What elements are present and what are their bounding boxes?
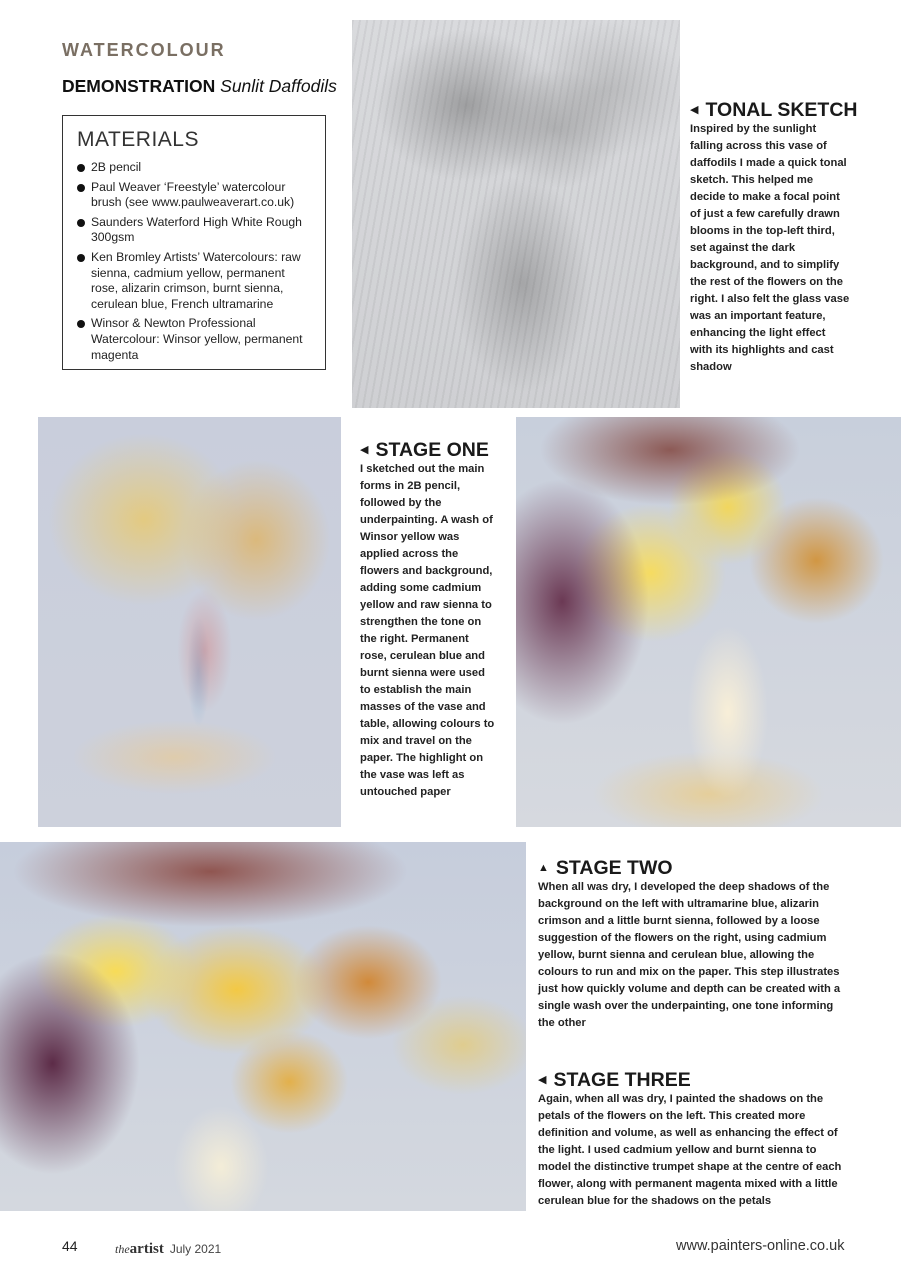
- issue-date: July 2021: [169, 1242, 222, 1256]
- stage-one-heading: ◀ STAGE ONE: [360, 439, 489, 461]
- stage-three-heading: ◀ STAGE THREE: [538, 1069, 691, 1091]
- magazine-logo: theartist July 2021: [115, 1241, 222, 1257]
- section-tag: WATERCOLOUR: [62, 40, 226, 60]
- arrow-up-icon: ▲: [538, 862, 549, 874]
- arrow-left-icon: ◀: [360, 444, 369, 456]
- stage-one-text: I sketched out the main forms in 2B pencil, followed by the underpainting. A wash of Winsor yellow was applied across the flowers and background, adding some cadmium yellow and raw sienna to strengthen the tone on the right. Permanent rose, cerulean blue and burnt sienna were used to establish the main masses of the vase and table, allowing colours to mix and travel on the paper. The highlight on the vase was left as untouched paper: [360, 463, 495, 798]
- tonal-sketch-image: [352, 20, 680, 408]
- demonstration-label: DEMONSTRATION: [62, 76, 216, 96]
- bullet-icon: [77, 254, 85, 262]
- tonal-sketch-heading: ◀ TONAL SKETCH: [690, 99, 858, 121]
- website-link[interactable]: www.painters-online.co.uk: [676, 1238, 845, 1254]
- arrow-left-icon: ◀: [690, 104, 699, 116]
- materials-item: Saunders Waterford High White Rough 300gsm: [77, 215, 313, 246]
- bullet-icon: [77, 320, 85, 328]
- tonal-sketch-text: Inspired by the sunlight falling across this vase of daffodils I made a quick tonal sketch. This helped me decide to make a focal point of just a few carefully drawn blooms in the top-left third, set against the dark background, and to simplify the rest of the flowers on the right. I also felt the glass vase was an important feature, enhancing the light effect with its highlights and cast shadow: [690, 123, 850, 373]
- materials-item: Winsor & Newton Professional Watercolour: Winsor yellow, permanent magenta: [77, 316, 313, 363]
- stage-two-image: [516, 417, 901, 827]
- stage-one-image: [38, 417, 341, 827]
- materials-item: Ken Bromley Artists’ Watercolours: raw sienna, cadmium yellow, permanent rose, alizarin crimson, burnt sienna, cerulean blue, French ultramarine: [77, 250, 313, 312]
- materials-box: [62, 115, 326, 370]
- demonstration-title: [62, 76, 337, 97]
- stage-three-image: [0, 842, 526, 1211]
- arrow-left-icon: ◀: [538, 1074, 547, 1086]
- page-number: 44: [62, 1238, 78, 1254]
- bullet-icon: [77, 184, 85, 192]
- materials-item: Paul Weaver ‘Freestyle’ watercolour brush (see www.paulweaverart.co.uk): [77, 180, 313, 211]
- bullet-icon: [77, 219, 85, 227]
- stage-three-text: Again, when all was dry, I painted the shadows on the petals of the flowers on the left. This created more definition and volume, as well as enhancing the effect of the light. I used cadmium yellow and burnt sienna to model the distinctive trumpet shape at the centre of each flower, along with permanent magenta mixed with a little cerulean blue for the shadows on the petals: [538, 1093, 842, 1207]
- materials-title: MATERIALS: [77, 128, 199, 151]
- stage-two-text: When all was dry, I developed the deep shadows of the background on the left with ultramarine blue, alizarin crimson and a little burnt sienna, followed by a loose suggestion of the flowers on the right, using cadmium yellow, burnt sienna and cerulean blue, allowing the colours to run and mix on the paper. This step illustrates just how quickly volume and depth can be created with a single wash over the underpainting, one tone informing the other: [538, 881, 841, 1029]
- materials-list: [77, 160, 313, 363]
- bullet-icon: [77, 164, 85, 172]
- demonstration-subject: Sunlit Daffodils: [220, 76, 337, 96]
- stage-two-heading: ▲ STAGE TWO: [538, 857, 673, 879]
- materials-item: 2B pencil: [77, 160, 313, 176]
